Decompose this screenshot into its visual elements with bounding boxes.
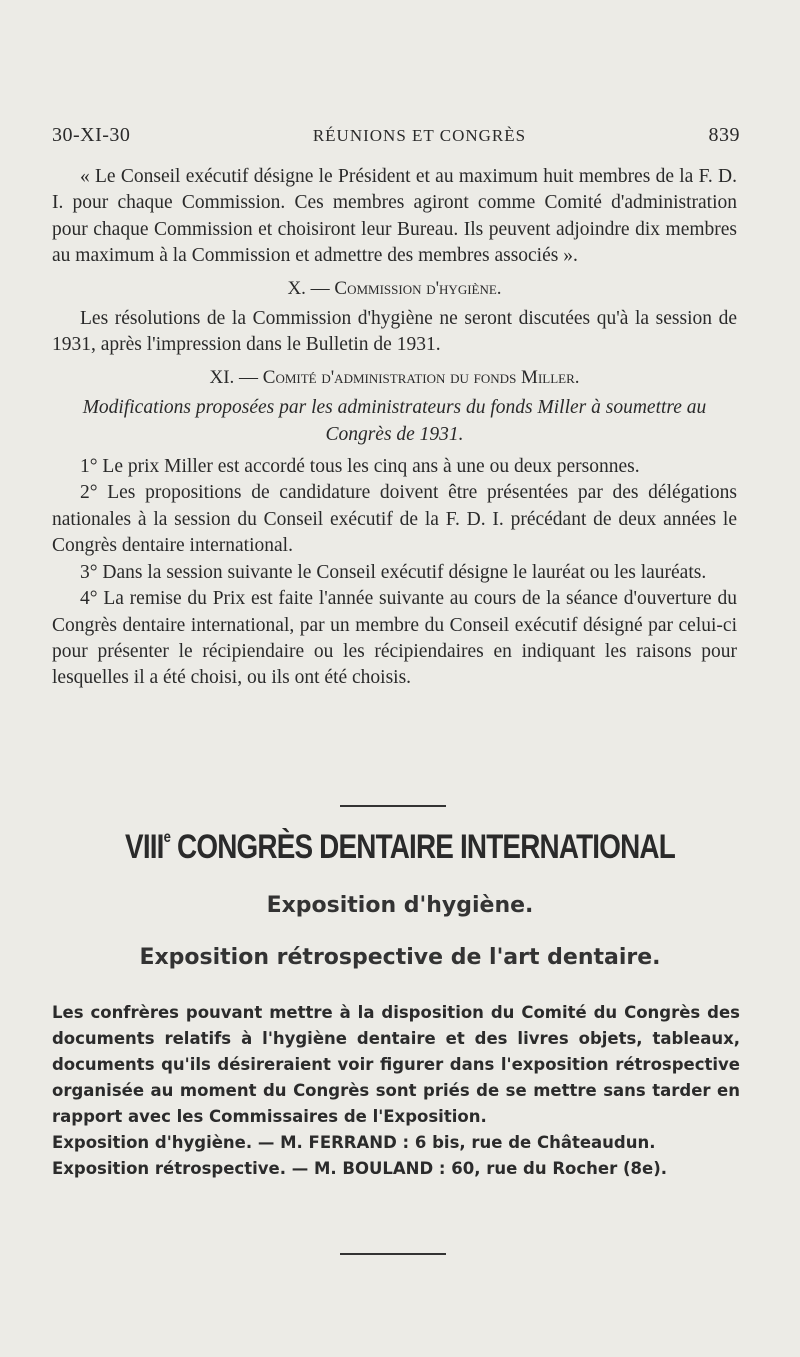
- contact-retrospective: Exposition rétrospective. — M. BOULAND : 60, rue du Rocher (8e).: [52, 1159, 668, 1178]
- resolutions-paragraph: Les résolutions de la Commission d'hygiène ne seront discutées qu'à la session de 1931, après l'impression dans le Bulletin de 1931.: [52, 308, 737, 356]
- notice-paragraph: Les confrères pouvant mettre à la disposition du Comité du Congrès des documents relatifs à l'hygiène dentaire et des livres objets, tableaux, documents qu'ils désireraient voir figurer dans l'exposition rétrospective organisée au moment du Congrès sont priés de se mettre sans tarder en rapport avec les Commissaires de l'Exposition.: [52, 1003, 740, 1126]
- list-item-2: 2° Les propositions de candidature doivent être présentées par des délégations nationales à la session du Conseil exécutif de la F. D. I. précédant de deux années le Congrès dentaire international.: [52, 482, 737, 557]
- section-heading-xi: XI. — Comité d'administration du fonds Miller.: [209, 366, 580, 388]
- congress-title: [72, 828, 728, 867]
- subtitle-retrospective: Exposition rétrospective de l'art dentaire.: [139, 945, 661, 970]
- running-header: [52, 124, 740, 147]
- body-text: [52, 164, 737, 692]
- title-roman: VIII: [125, 828, 164, 866]
- quote-paragraph: « Le Conseil exécutif désigne le Président et au maximum huit membres de la F. D. I. pour chaque Commission. Ces membres agiront comme Comité d'administration pour chaque Commission et choisiront leur Bureau. Ils peuvent adjoindre dix membres au maximum à la Commission et admettre des membres associés ».: [52, 166, 737, 267]
- divider-rule-bottom: [340, 1253, 446, 1255]
- list-item-3: 3° Dans la session suivante le Conseil exécutif désigne le lauréat ou les lauréats.: [80, 561, 707, 583]
- contact-hygiene: Exposition d'hygiène. — M. FERRAND : 6 bis, rue de Châteaudun.: [52, 1133, 656, 1152]
- divider-rule: [340, 805, 446, 807]
- header-section: RÉUNIONS ET CONGRÈS: [312, 126, 527, 145]
- list-item-1: 1° Le prix Miller est accordé tous les cinq ans à une ou deux personnes.: [80, 456, 640, 478]
- section-heading-x: X. — Commission d'hygiène.: [287, 277, 502, 299]
- exhibition-notice: [52, 1000, 740, 1182]
- title-rest: CONGRÈS DENTAIRE INTERNATIONAL: [170, 828, 675, 866]
- header-date: 30-XI-30: [52, 124, 131, 146]
- page-number: 839: [708, 124, 740, 146]
- modifications-heading: Modifications proposées par les administrateurs du fonds Miller à soumettre au Congrès de 1931.: [82, 397, 707, 445]
- subtitle-hygiene: Exposition d'hygiène.: [266, 893, 534, 918]
- list-item-4: 4° La remise du Prix est faite l'année suivante au cours de la séance d'ouverture du Congrès dentaire international, par un membre du Conseil exécutif désigné par celui-ci pour présenter le récipiendaire ou les récipiendaires en indiquant les raisons pour lesquelles il a été choisi, ou ils ont été choisis.: [52, 588, 737, 689]
- title-superscript: e: [163, 829, 171, 846]
